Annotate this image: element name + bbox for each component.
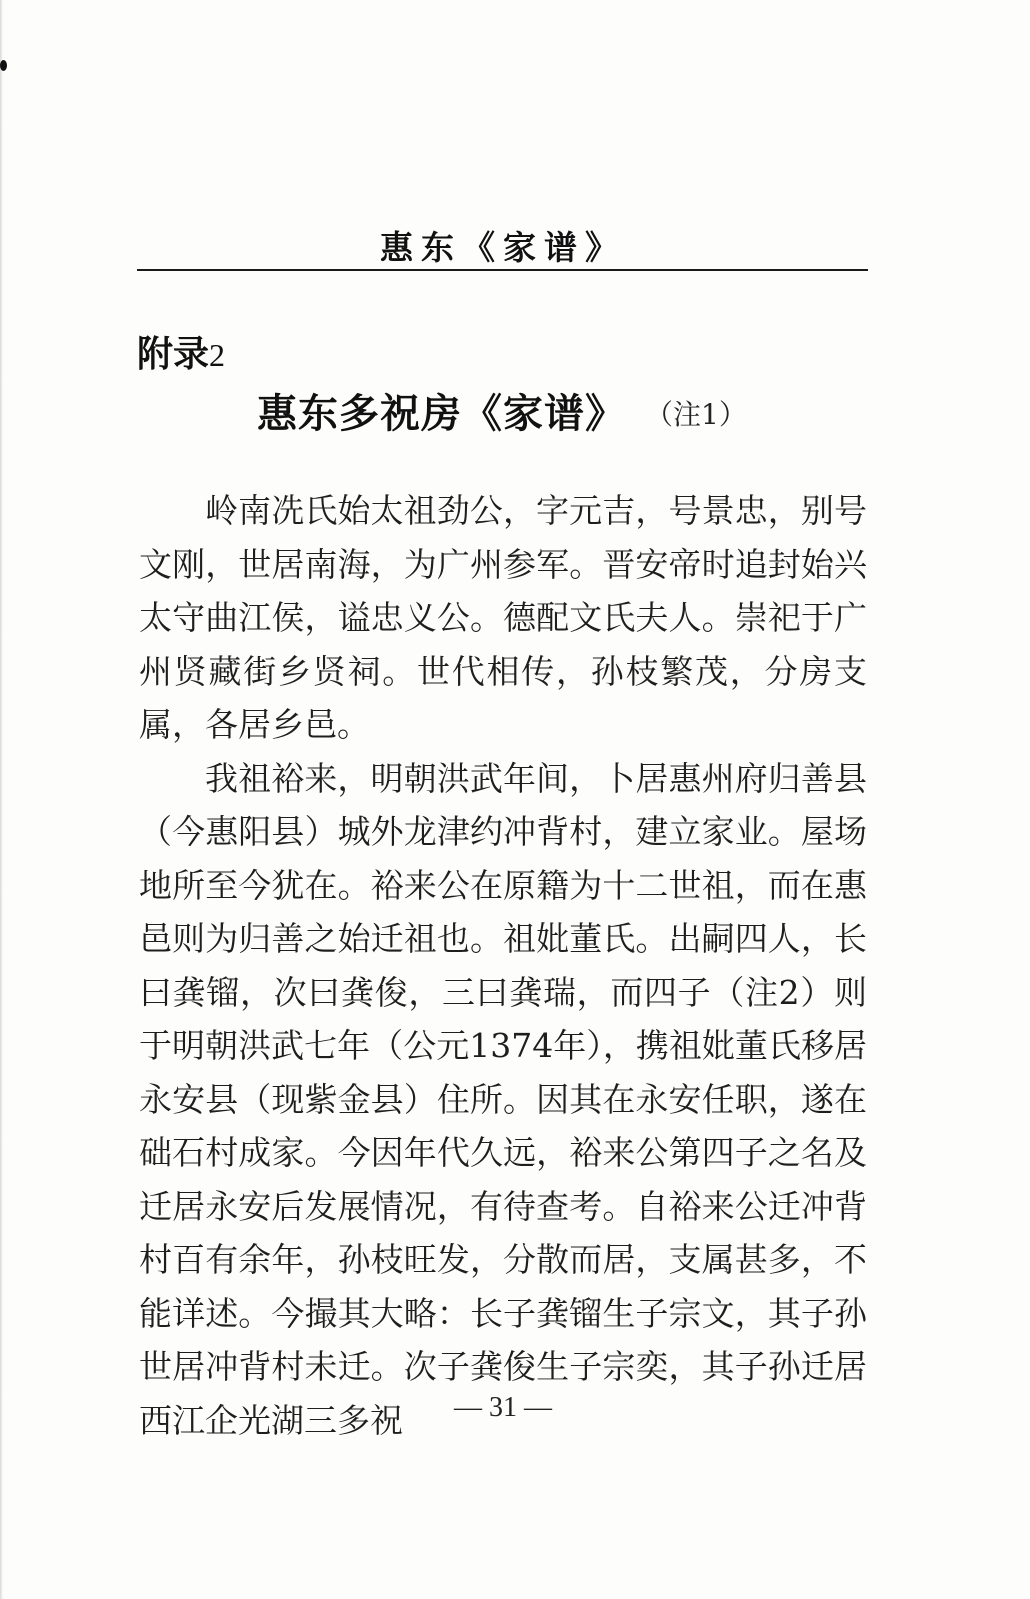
header-rule [137,269,868,271]
running-head: 惠东《家谱》 [380,228,626,267]
paragraph: 我祖裕来，明朝洪武年间，卜居惠州府归善县（今惠阳县）城外龙津约冲背村，建立家业。屋场地所至今犹在。裕来公在原籍为十二世祖，而在惠邑则为归善之始迁祖也。祖妣董氏。出嗣四人，长曰龚镏，次曰龚俊，三曰龚瑞，而四子（注2）则于明朝洪武七年（公元1374年），携祖妣董氏移居永安县（现紫金县）住所。因其在永安任职，遂在础石村成家。今因年代久远，裕来公第四子之名及迁居永安后发展情况，有待查考。自裕来公迁冲背村百有余年，孙枝旺发，分散而居，支属甚多，不能详述。今撮其大略：长子龚镏生子宗文，其子孙世居冲背村未迁。次子龚俊生子宗奕，其子孙迁居西江企光湖三多祝 [139,758,867,1440]
page-number: — 31 — [454,1392,552,1423]
binding-mark [0,60,7,71]
page-title: 惠东多祝房《家谱》 [257,390,626,437]
appendix-label [137,326,225,377]
appendix-number: 2 [209,337,226,373]
appendix-label-text: 附录 [137,334,210,375]
paragraph: 岭南冼氏始太祖劲公，字元吉，号景忠，别号文刚，世居南海，为广州参军。晋安帝时追封始兴太守曲江侯，谥忠义公。德配文氏夫人。崇祀于广州贤藏街乡贤祠。世代相传，孙枝繁茂，分房支属，各居乡邑。 [139,491,867,744]
title-note: （注1） [645,398,747,431]
page-edge-shadow [0,0,3,1599]
body-text [139,484,867,1447]
